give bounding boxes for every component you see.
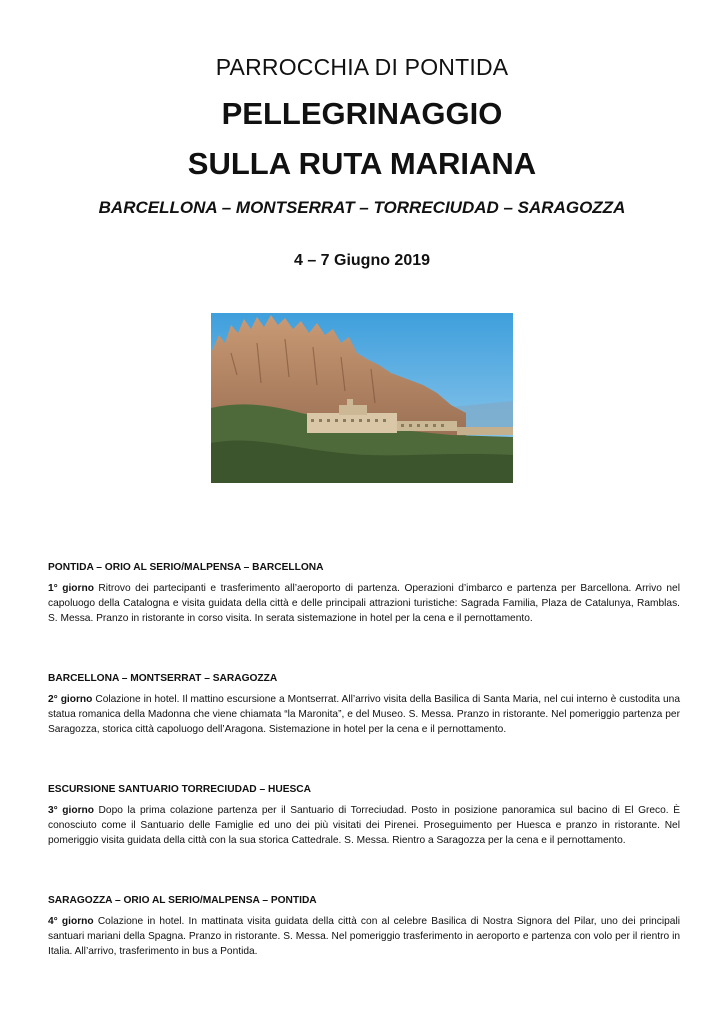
day-description (48, 803, 680, 848)
day-heading: BARCELLONA – MONTSERRAT – SARAGOZZA (48, 673, 278, 684)
landscape-illustration (211, 313, 513, 483)
day-label: 2° giorno (48, 694, 93, 705)
day-body: Ritrovo dei partecipanti e trasferimento all’aeroporto di partenza. Operazioni d’imbarco e partenza per Barcellona. Arrivo nel capoluogo della Catalogna e visita guidata della città e delle principali attrazioni turistiche: Sagrada Familia, Plaza de Catalunya, Ramblas. S. Messa. Pranzo in ristorante in corso visita. In serata sistemazione in hotel per la cena e il pernottamento. (48, 583, 680, 624)
day-body: Colazione in hotel. Il mattino escursione a Montserrat. All’arrivo visita della Basilica di Santa Maria, nel cui interno è custodita una statua romanica della Madonna che viene chiamata “la Maronita”, e del Museo. S. Messa. Pranzo in ristorante. Nel pomeriggio partenza per Saragozza, storica città capoluogo dell’Aragona. Sistemazione in hotel per la cena e il pernottamento. (48, 694, 680, 735)
day-heading: SARAGOZZA – ORIO AL SERIO/MALPENSA – PONTIDA (48, 895, 317, 906)
day-label: 3° giorno (48, 805, 94, 816)
day-section-4 (48, 894, 680, 959)
parish-name: PARROCCHIA DI PONTIDA (215, 54, 509, 80)
day-body: Colazione in hotel. In mattinata visita guidata della città con al celebre Basilica di Nostra Signora del Pilar, uno dei principali santuari mariani della Spagna. Pranzo in ristorante. S. Messa. Nel pomeriggio trasferimento in aeroporto e partenza con volo per il rientro in Italia. All’arrivo, trasferimento in bus a Pontida. (48, 916, 680, 957)
montserrat-monastery-photo (211, 313, 513, 483)
title-line-2: SULLA RUTA MARIANA (187, 146, 537, 181)
day-description (48, 914, 680, 959)
day-body: Dopo la prima colazione partenza per il Santuario di Torreciudad. Posto in posizione panoramica sul bacino di El Greco. È conosciuto come il Santuario delle Famiglie ed uno dei più visitati dei Pirenei. Proseguimento per Huesca e pranzo in ristorante. Nel pomeriggio visita guidata della città con la sua storica Cattedrale. S. Messa. Rientro a Saragozza per la cena e il pernottamento. (48, 805, 680, 846)
trip-dates: 4 – 7 Giugno 2019 (293, 252, 431, 269)
day-heading: PONTIDA – ORIO AL SERIO/MALPENSA – BARCELLONA (48, 562, 324, 573)
title-line-1: PELLEGRINAGGIO (221, 96, 503, 131)
day-section-1 (48, 561, 680, 626)
day-heading: ESCURSIONE SANTUARIO TORRECIUDAD – HUESCA (48, 784, 312, 795)
day-label: 1° giorno (48, 583, 94, 594)
day-description (48, 692, 680, 737)
day-description (48, 581, 680, 626)
day-section-2 (48, 672, 680, 737)
day-label: 4° giorno (48, 916, 94, 927)
route-subtitle: BARCELLONA – MONTSERRAT – TORRECIUDAD – SARAGOZZA (98, 198, 626, 217)
day-section-3 (48, 783, 680, 848)
